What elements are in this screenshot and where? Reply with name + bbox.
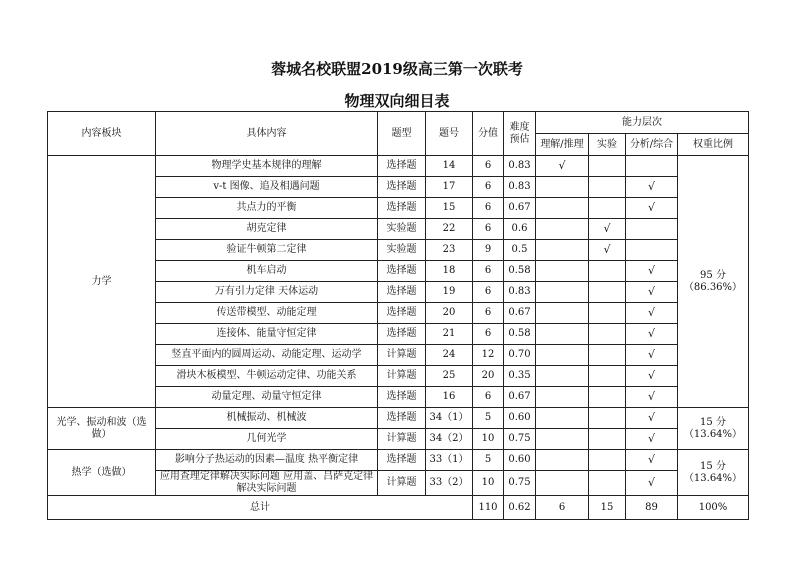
score-value: 12 <box>473 345 504 366</box>
ability-experiment-cell <box>589 408 626 429</box>
question-number: 18 <box>426 261 473 282</box>
content-block: 光学、振动和波（选做） <box>48 408 156 450</box>
difficulty-value: 0.6 <box>504 219 536 240</box>
total-score: 110 <box>473 496 504 520</box>
header-row-1 <box>48 112 749 134</box>
difficulty-value: 0.5 <box>504 240 536 261</box>
question-number: 33（2） <box>426 471 473 496</box>
question-number: 20 <box>426 303 473 324</box>
content-item: 胡克定律 <box>156 219 378 240</box>
question-number: 25 <box>426 366 473 387</box>
total-weight: 100% <box>678 496 749 520</box>
ability-experiment-cell <box>589 366 626 387</box>
content-block: 热学（选做） <box>48 450 156 496</box>
ability-analysis-cell <box>626 156 678 177</box>
header-block: 内容板块 <box>48 112 156 156</box>
content-item: 应用查理定律解决实际问题 应用盖、吕萨克定律解决实际问题 <box>156 471 378 496</box>
content-block: 力学 <box>48 156 156 408</box>
ability-understand-cell <box>536 303 589 324</box>
table-row <box>48 156 749 177</box>
difficulty-value: 0.60 <box>504 450 536 471</box>
question-number: 34（1） <box>426 408 473 429</box>
content-item: 滑块木板模型、牛顿运动定律、功能关系 <box>156 366 378 387</box>
question-type: 计算题 <box>378 429 426 450</box>
question-type: 选择题 <box>378 450 426 471</box>
check-mark: √ <box>647 476 655 489</box>
check-mark: √ <box>647 180 655 193</box>
ability-understand-cell <box>536 366 589 387</box>
question-type: 选择题 <box>378 156 426 177</box>
check-mark: √ <box>647 411 655 424</box>
ability-understand-cell <box>536 471 589 496</box>
difficulty-value: 0.58 <box>504 261 536 282</box>
score-value: 9 <box>473 240 504 261</box>
ability-analysis-cell <box>626 261 678 282</box>
score-value: 6 <box>473 303 504 324</box>
total-difficulty: 0.62 <box>504 496 536 520</box>
ability-understand-cell <box>536 282 589 303</box>
ability-experiment-cell <box>589 387 626 408</box>
score-value: 5 <box>473 450 504 471</box>
ability-experiment-cell <box>589 450 626 471</box>
difficulty-value: 0.35 <box>504 366 536 387</box>
ability-understand-cell <box>536 261 589 282</box>
difficulty-value: 0.83 <box>504 156 536 177</box>
header-ability: 能力层次 <box>536 112 749 134</box>
ability-experiment-cell <box>589 429 626 450</box>
check-mark: √ <box>558 159 566 172</box>
score-value: 10 <box>473 471 504 496</box>
difficulty-value: 0.70 <box>504 345 536 366</box>
header-score: 分值 <box>473 112 504 156</box>
score-value: 6 <box>473 219 504 240</box>
question-type: 选择题 <box>378 324 426 345</box>
question-type: 选择题 <box>378 198 426 219</box>
ability-understand-cell <box>536 198 589 219</box>
document-subtitle: 物理双向细目表 <box>344 92 450 110</box>
ability-experiment-cell <box>589 471 626 496</box>
check-mark: √ <box>647 348 655 361</box>
ability-experiment-cell <box>589 345 626 366</box>
content-item: 传送带模型、动能定理 <box>156 303 378 324</box>
ability-analysis-cell <box>626 387 678 408</box>
ability-analysis-cell <box>626 282 678 303</box>
question-number: 21 <box>426 324 473 345</box>
difficulty-value: 0.58 <box>504 324 536 345</box>
check-mark: √ <box>647 264 655 277</box>
question-number: 22 <box>426 219 473 240</box>
question-number: 14 <box>426 156 473 177</box>
ability-analysis-cell <box>626 345 678 366</box>
difficulty-value: 0.60 <box>504 408 536 429</box>
ability-understand-cell <box>536 240 589 261</box>
question-type: 实验题 <box>378 219 426 240</box>
check-mark: √ <box>647 285 655 298</box>
ability-experiment-cell <box>589 282 626 303</box>
content-item: 共点力的平衡 <box>156 198 378 219</box>
header-content: 具体内容 <box>156 112 378 156</box>
ability-analysis-cell <box>626 429 678 450</box>
difficulty-value: 0.67 <box>504 387 536 408</box>
check-mark: √ <box>647 432 655 445</box>
score-value: 6 <box>473 261 504 282</box>
ability-analysis-cell <box>626 408 678 429</box>
weight-ratio: 15 分（13.64%） <box>678 450 749 496</box>
content-item: 影响分子热运动的因素—温度 热平衡定律 <box>156 450 378 471</box>
total-understand: 6 <box>536 496 589 520</box>
score-value: 6 <box>473 198 504 219</box>
weight-ratio: 95 分（86.36%） <box>678 156 749 408</box>
content-item: v-t 图像、追及相遇问题 <box>156 177 378 198</box>
table-row <box>48 450 749 471</box>
check-mark: √ <box>647 327 655 340</box>
ability-experiment-cell <box>589 324 626 345</box>
ability-experiment-cell <box>589 240 626 261</box>
ability-understand-cell <box>536 324 589 345</box>
difficulty-value: 0.67 <box>504 198 536 219</box>
score-value: 5 <box>473 408 504 429</box>
question-type: 选择题 <box>378 261 426 282</box>
header-understand: 理解/推理 <box>536 134 589 156</box>
check-mark: √ <box>647 369 655 382</box>
check-mark: √ <box>647 201 655 214</box>
score-value: 6 <box>473 324 504 345</box>
question-number: 16 <box>426 387 473 408</box>
content-item: 物理学史基本规律的理解 <box>156 156 378 177</box>
header-number: 题号 <box>426 112 473 156</box>
total-analysis: 89 <box>626 496 678 520</box>
header-weight: 权重比例 <box>678 134 749 156</box>
ability-analysis-cell <box>626 471 678 496</box>
ability-understand-cell <box>536 345 589 366</box>
score-value: 6 <box>473 282 504 303</box>
question-type: 选择题 <box>378 282 426 303</box>
ability-analysis-cell <box>626 324 678 345</box>
total-label: 总计 <box>48 496 473 520</box>
check-mark: √ <box>647 390 655 403</box>
content-item: 动量定理、动量守恒定律 <box>156 387 378 408</box>
question-number: 33（1） <box>426 450 473 471</box>
ability-understand-cell <box>536 177 589 198</box>
ability-experiment-cell <box>589 177 626 198</box>
score-value: 20 <box>473 366 504 387</box>
check-mark: √ <box>647 306 655 319</box>
ability-analysis-cell <box>626 450 678 471</box>
score-value: 6 <box>473 156 504 177</box>
question-number: 24 <box>426 345 473 366</box>
spec-table <box>47 111 749 520</box>
content-item: 几何光学 <box>156 429 378 450</box>
ability-experiment-cell <box>589 303 626 324</box>
difficulty-value: 0.75 <box>504 429 536 450</box>
table-row <box>48 408 749 429</box>
check-mark: √ <box>603 243 611 256</box>
difficulty-value: 0.67 <box>504 303 536 324</box>
header-difficulty: 难度预估 <box>504 112 536 156</box>
ability-experiment-cell <box>589 198 626 219</box>
question-number: 17 <box>426 177 473 198</box>
check-mark: √ <box>603 222 611 235</box>
weight-ratio: 15 分（13.64%） <box>678 408 749 450</box>
question-type: 选择题 <box>378 303 426 324</box>
question-number: 34（2） <box>426 429 473 450</box>
content-item: 机车启动 <box>156 261 378 282</box>
ability-experiment-cell <box>589 261 626 282</box>
content-item: 万有引力定律 天体运动 <box>156 282 378 303</box>
total-experiment: 15 <box>589 496 626 520</box>
content-item: 验证牛顿第二定律 <box>156 240 378 261</box>
question-type: 计算题 <box>378 471 426 496</box>
ability-analysis-cell <box>626 219 678 240</box>
question-type: 计算题 <box>378 345 426 366</box>
ability-analysis-cell <box>626 303 678 324</box>
ability-understand-cell <box>536 450 589 471</box>
question-number: 19 <box>426 282 473 303</box>
difficulty-value: 0.83 <box>504 177 536 198</box>
header-experiment: 实验 <box>589 134 626 156</box>
question-type: 实验题 <box>378 240 426 261</box>
ability-understand-cell <box>536 408 589 429</box>
ability-experiment-cell <box>589 219 626 240</box>
ability-understand-cell <box>536 387 589 408</box>
ability-analysis-cell <box>626 366 678 387</box>
ability-understand-cell <box>536 219 589 240</box>
question-type: 选择题 <box>378 408 426 429</box>
content-item: 竖直平面内的圆周运动、动能定理、运动学 <box>156 345 378 366</box>
ability-experiment-cell <box>589 156 626 177</box>
ability-understand-cell <box>536 429 589 450</box>
document-title: 蓉城名校联盟2019级高三第一次联考 <box>271 60 523 78</box>
ability-analysis-cell <box>626 240 678 261</box>
score-value: 10 <box>473 429 504 450</box>
content-item: 连接体、能量守恒定律 <box>156 324 378 345</box>
difficulty-value: 0.75 <box>504 471 536 496</box>
difficulty-value: 0.83 <box>504 282 536 303</box>
header-type: 题型 <box>378 112 426 156</box>
total-row <box>48 496 749 520</box>
content-item: 机械振动、机械波 <box>156 408 378 429</box>
question-type: 计算题 <box>378 366 426 387</box>
ability-analysis-cell <box>626 198 678 219</box>
question-type: 选择题 <box>378 387 426 408</box>
score-value: 6 <box>473 177 504 198</box>
question-number: 23 <box>426 240 473 261</box>
score-value: 6 <box>473 387 504 408</box>
header-analysis: 分析/综合 <box>626 134 678 156</box>
question-number: 15 <box>426 198 473 219</box>
ability-understand-cell <box>536 156 589 177</box>
ability-analysis-cell <box>626 177 678 198</box>
question-type: 选择题 <box>378 177 426 198</box>
check-mark: √ <box>647 453 655 466</box>
